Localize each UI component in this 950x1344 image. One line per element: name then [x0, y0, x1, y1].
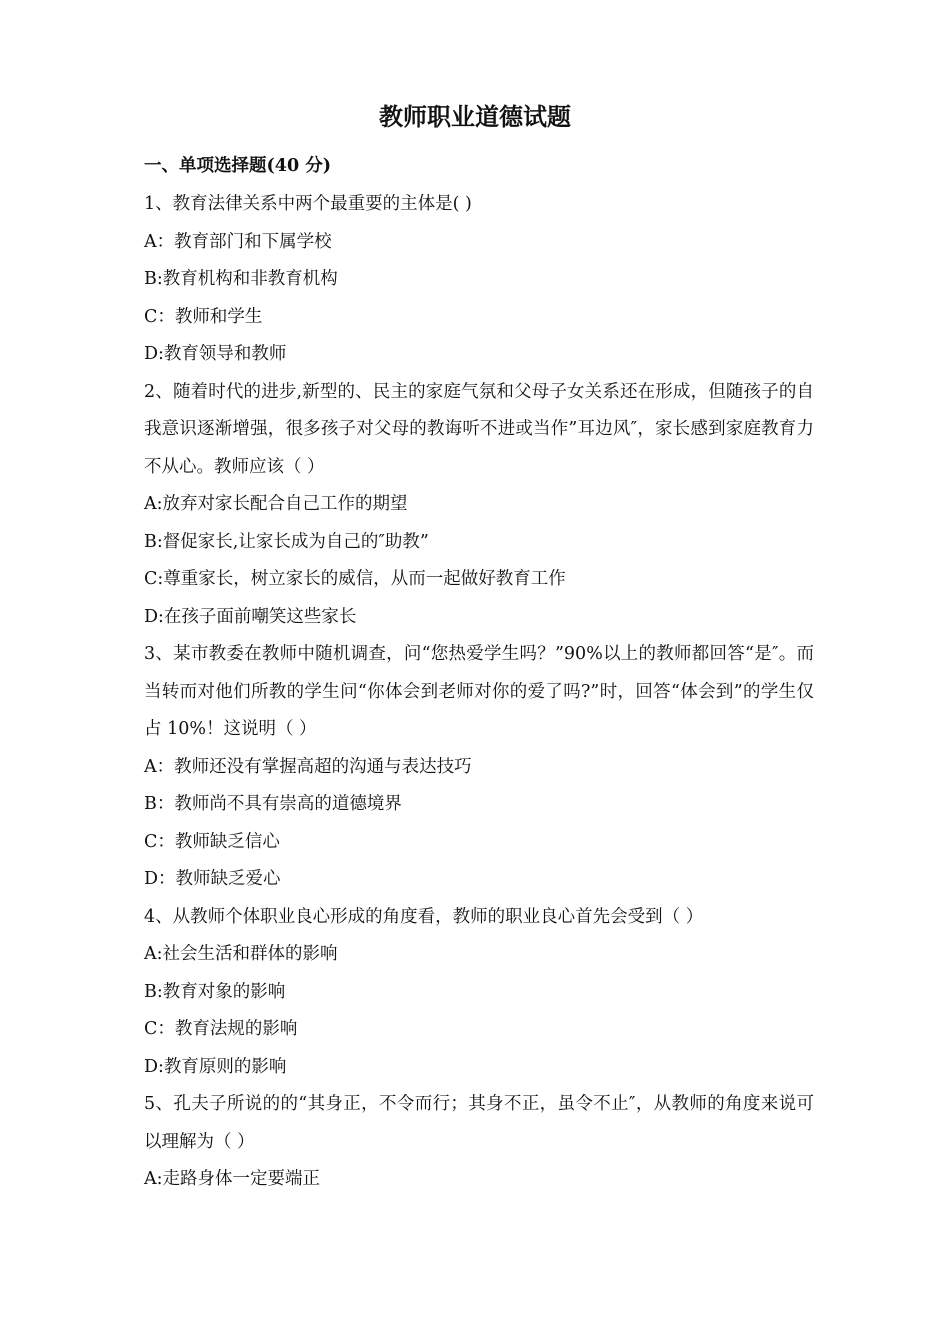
question-stem: 4、从教师个体职业良心形成的角度看，教师的职业良心首先会受到（ ）: [144, 906, 704, 927]
answer-option: D：教师缺乏爱心: [144, 869, 281, 889]
question-stem: 2、随着时代的进步,新型的、民主的家庭气氛和父母子女关系还在形成，但随孩子的自我意识逐渐增强，很多孩子对父母的教诲听不进或当作”耳边风″，家长感到家庭教育力不从心。教师应该（ ）: [144, 381, 814, 477]
question-stem: 3、某市教委在教师中随机调查，问“您热爱学生吗？”90%以上的教师都回答“是″。而当转而对他们所教的学生问“你体会到老师对你的爱了吗?”时，回答“体会到”的学生仅占 10%！这说明（ ）: [144, 644, 814, 739]
answer-option: A：教育部门和下属学校: [144, 231, 332, 252]
answer-option: C：教育法规的影响: [144, 1019, 298, 1039]
answer-option: A:走路身体一定要端正: [144, 1169, 321, 1189]
answer-option: B:教育机构和非教育机构: [144, 269, 338, 289]
question-stem: 5、孔夫子所说的的“其身正，不令而行；其身不正，虽令不止″，从教师的角度来说可以理解为（ ）: [144, 1094, 814, 1152]
answer-option: A:放弃对家长配合自己工作的期望: [144, 494, 408, 514]
answer-option: D:教育领导和教师: [144, 344, 287, 364]
answer-option: B:教育对象的影响: [144, 981, 286, 1002]
question-block: [144, 636, 814, 899]
answer-option: C:尊重家长，树立家长的威信，从而一起做好教育工作: [144, 569, 566, 589]
document-title: 教师职业道德试题: [379, 102, 571, 131]
answer-option: C：教师和学生: [144, 306, 263, 327]
answer-option: A:社会生活和群体的影响: [144, 944, 338, 964]
question-block: [144, 186, 814, 374]
answer-option: D:在孩子面前嘲笑这些家长: [144, 606, 357, 627]
answer-option: A：教师还没有掌握高超的沟通与表达技巧: [144, 756, 472, 777]
answer-option: B：教师尚不具有崇高的道德境界: [144, 794, 402, 814]
question-block: [144, 899, 814, 1087]
question-list: [144, 186, 814, 1199]
question-block: [144, 374, 814, 637]
answer-option: C：教师缺乏信心: [144, 831, 280, 852]
answer-option: D:教育原则的影响: [144, 1056, 287, 1077]
answer-option: B:督促家长,让家长成为自己的″助教”: [144, 531, 429, 552]
question-block: [144, 1086, 814, 1199]
section-heading: 一、单项选择题(40 分): [144, 156, 332, 176]
question-stem: 1、教育法律关系中两个最重要的主体是( ): [144, 194, 472, 214]
